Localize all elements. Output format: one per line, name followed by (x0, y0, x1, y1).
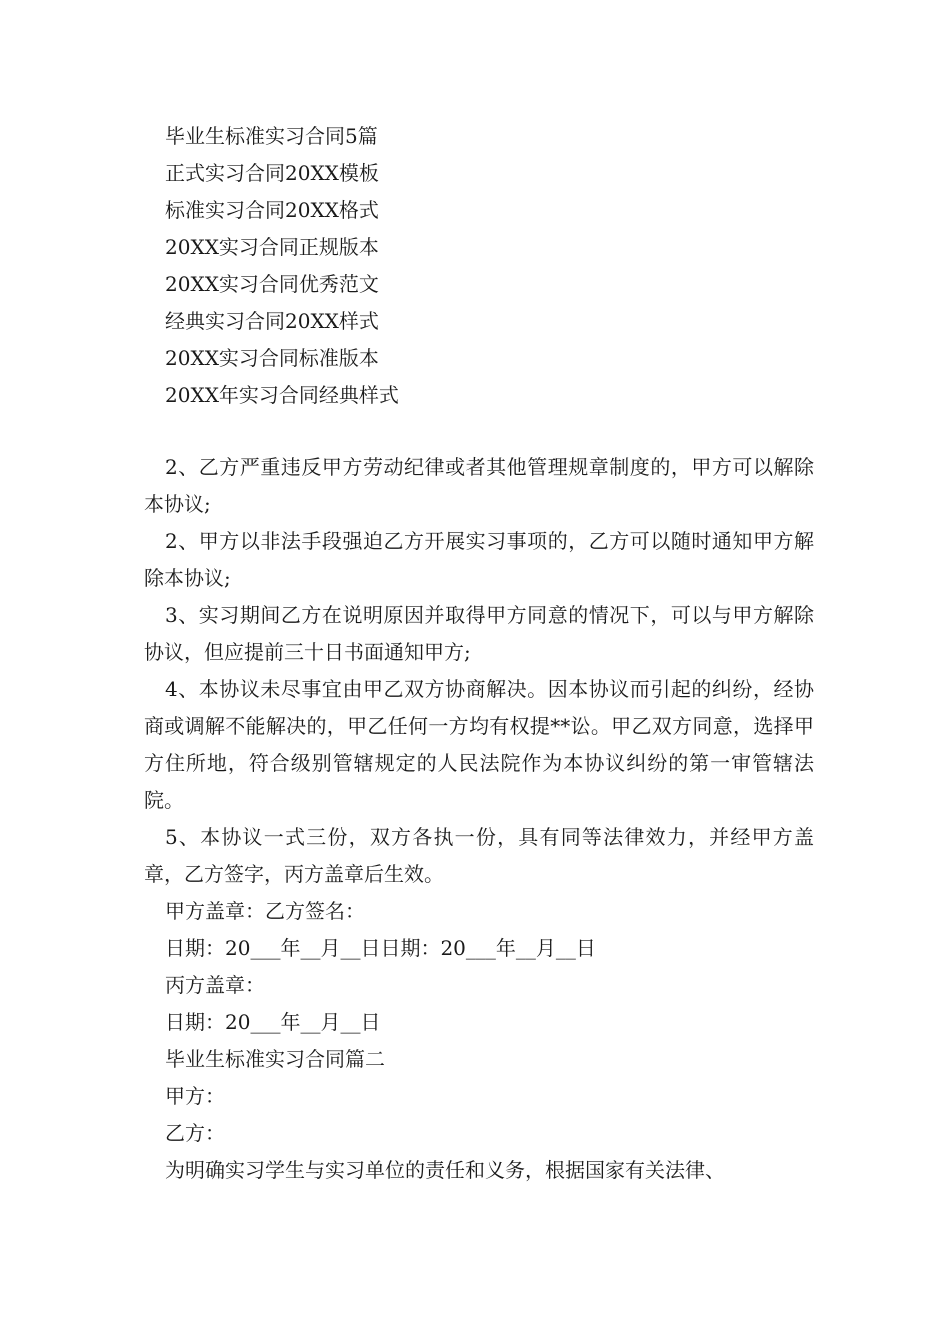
toc-item: 正式实习合同20XX模板 (165, 161, 379, 185)
clause-paragraph: 3、实习期间乙方在说明原因并取得甲方同意的情况下，可以与甲方解除协议，但应提前三十日书面通知甲方; (144, 603, 814, 664)
contract-body (144, 449, 814, 1189)
clause-paragraph: 2、乙方严重违反甲方劳动纪律或者其他管理规章制度的，甲方可以解除本协议; (144, 455, 814, 516)
clause-paragraph: 2、甲方以非法手段强迫乙方开展实习事项的，乙方可以随时通知甲方解除本协议; (144, 529, 814, 590)
clause-paragraph: 5、本协议一式三份，双方各执一份，具有同等法律效力，并经甲方盖章，乙方签字，丙方盖章后生效。 (144, 825, 814, 886)
signature-line-party-c: 丙方盖章： (165, 973, 265, 997)
clause-paragraph: 4、本协议未尽事宜由甲乙双方协商解决。因本协议而引起的纠纷，经协商或调解不能解决的，甲乙任何一方均有权提**讼。甲乙双方同意，选择甲方住所地，符合级别管辖规定的人民法院作为本协议纠纷的第一审管辖法院。 (144, 677, 814, 812)
toc-item: 毕业生标准实习合同5篇 (165, 124, 378, 148)
toc-list (165, 118, 805, 414)
date-line: 日期：20___年__月__日 (165, 1010, 381, 1034)
toc-item: 20XX实习合同优秀范文 (165, 272, 379, 296)
toc-item: 20XX实习合同正规版本 (165, 235, 379, 259)
toc-item: 标准实习合同20XX格式 (165, 198, 379, 222)
party-b-label: 乙方： (165, 1121, 225, 1145)
toc-item: 20XX年实习合同经典样式 (165, 383, 399, 407)
toc-item: 20XX实习合同标准版本 (165, 346, 379, 370)
section-title: 毕业生标准实习合同篇二 (165, 1047, 385, 1071)
signature-line-party-a-b: 甲方盖章：乙方签名： (165, 899, 365, 923)
date-line: 日期：20___年__月__日日期：20___年__月__日 (165, 936, 596, 960)
intro-paragraph: 为明确实习学生与实习单位的责任和义务，根据国家有关法律、 (165, 1158, 725, 1182)
party-a-label: 甲方： (165, 1084, 225, 1108)
toc-item: 经典实习合同20XX样式 (165, 309, 379, 333)
